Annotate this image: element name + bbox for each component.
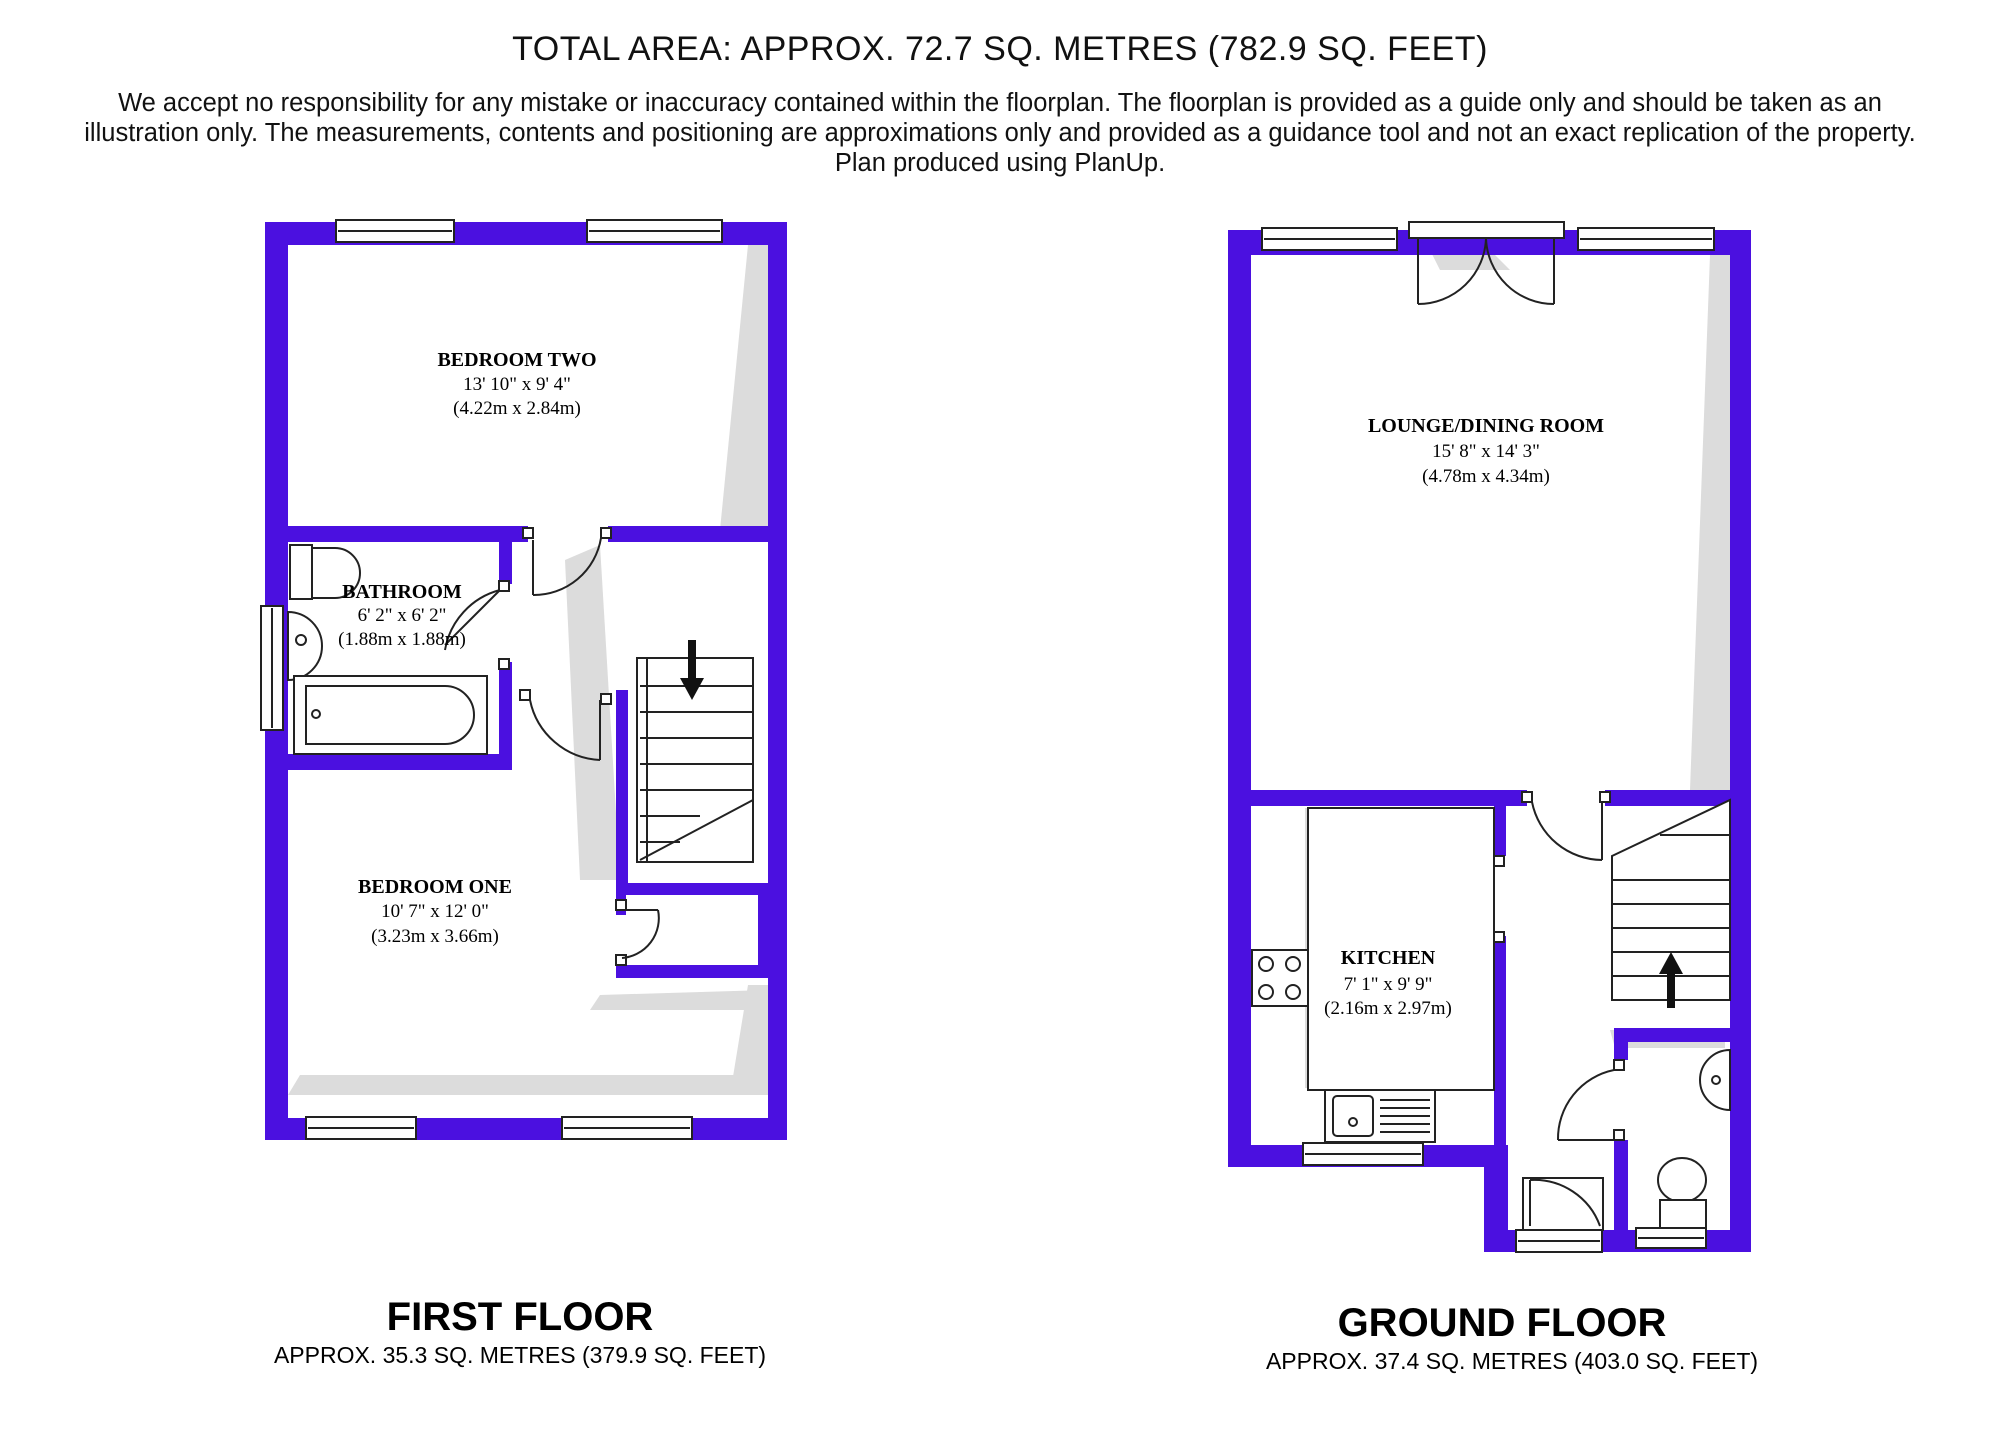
ground-floor-area: APPROX. 37.4 SQ. METRES (403.0 SQ. FEET) bbox=[1265, 1348, 1759, 1374]
bedroom-one-label: BEDROOM ONE bbox=[358, 876, 512, 898]
lounge-dining-room-dim-imperial: 15' 8" x 14' 3" bbox=[1432, 441, 1540, 462]
bedroom-one-dim-metric: (3.23m x 3.66m) bbox=[371, 926, 499, 947]
disclaimer-line-1: We accept no responsibility for any mistake or inaccuracy contained within the floorplan. The floorplan is provided as a guide only and should be taken as an bbox=[118, 89, 1882, 117]
ground-floor-outer-walls bbox=[1228, 230, 1751, 1252]
disclaimer-line-3: Plan produced using PlanUp. bbox=[834, 149, 1166, 177]
first-floor-area: APPROX. 35.3 SQ. METRES (379.9 SQ. FEET) bbox=[273, 1342, 767, 1368]
ground-floor-title: GROUND FLOOR bbox=[1337, 1301, 1667, 1345]
disclaimer-line-2: illustration only. The measurements, contents and positioning are approximations only and provided as a guidance tool and not an exact replication of the property. bbox=[84, 119, 1916, 147]
kitchen-dim-imperial: 7' 1" x 9' 9" bbox=[1343, 974, 1433, 995]
hob-icon bbox=[1252, 950, 1308, 1006]
first-floor-plan bbox=[261, 220, 787, 1368]
wc-toilet-icon bbox=[1658, 1158, 1706, 1228]
ground-floor-plan bbox=[1228, 222, 1758, 1374]
total-area-heading: TOTAL AREA: APPROX. 72.7 SQ. METRES (782.9 SQ. FEET) bbox=[512, 30, 1488, 68]
wc-basin-icon bbox=[1700, 1050, 1730, 1110]
lounge-dining-room-dim-metric: (4.78m x 4.34m) bbox=[1422, 466, 1550, 487]
bathroom-dim-metric: (1.88m x 1.88m) bbox=[338, 629, 466, 650]
kitchen-label: KITCHEN bbox=[1340, 947, 1436, 969]
bathroom-label: BATHROOM bbox=[342, 581, 462, 603]
bathroom-dim-imperial: 6' 2" x 6' 2" bbox=[357, 605, 447, 626]
bathroom-basin-icon bbox=[288, 612, 322, 680]
bedroom-two-dim-metric: (4.22m x 2.84m) bbox=[453, 398, 581, 419]
kitchen-dim-metric: (2.16m x 2.97m) bbox=[1324, 998, 1452, 1019]
sink-icon bbox=[1325, 1090, 1435, 1142]
bedroom-two-dim-imperial: 13' 10" x 9' 4" bbox=[463, 374, 571, 395]
first-floor-room-labels bbox=[338, 349, 596, 947]
bedroom-two-label: BEDROOM TWO bbox=[437, 349, 597, 371]
bedroom-one-dim-imperial: 10' 7" x 12' 0" bbox=[381, 901, 489, 922]
lounge-dining-room-label: LOUNGE/DINING ROOM bbox=[1367, 415, 1605, 437]
bathroom-bath-icon bbox=[294, 676, 487, 754]
first-floor-title: FIRST FLOOR bbox=[386, 1295, 654, 1339]
